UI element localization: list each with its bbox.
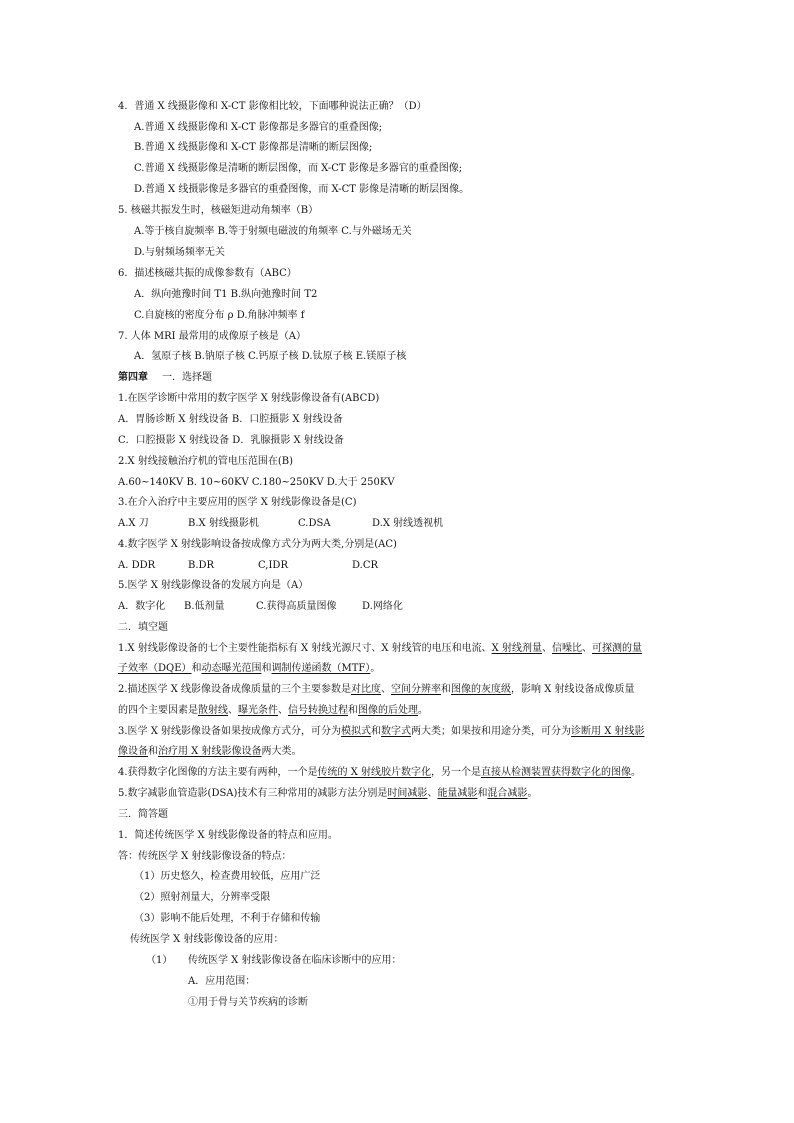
answer-blank: 模拟式: [341, 726, 372, 737]
fill-5-line: [118, 787, 537, 801]
c3-option-c: C.DSA: [298, 518, 331, 529]
essay-point-2: （2）照射剂量大，分辨率受限: [134, 892, 271, 903]
c1-stem: 1.在医学诊断中常用的数字医学 X 射线影像设备有(ABCD): [118, 393, 380, 404]
essay-answer-intro: 答：传统医学 X 射线影像设备的特点：: [118, 851, 292, 862]
c1-options-line2: C．口腔摄影 X 射线设备 D．乳腺摄影 X 射线设备: [118, 435, 344, 446]
text-segment: 、: [371, 643, 382, 654]
text-segment: 和: [477, 788, 488, 799]
essay-q1: 1．简述传统医学 X 射线影像设备的特点和应用。: [118, 830, 338, 841]
answer-blank: 图像的灰度级: [451, 684, 512, 695]
fill-3-line1: [118, 725, 645, 739]
text-segment: ，另一个是: [431, 767, 482, 778]
text-segment: 3.医学 X 射线影像设备如果按成像方式分，可分为: [118, 726, 342, 737]
text-segment: 和: [371, 726, 382, 737]
q6-stem: 6．描述核磁共振的成像参数有（ABC）: [118, 268, 297, 279]
answer-blank: 诊断用 X 射线影: [571, 726, 645, 737]
q5-options-line1: A.等于核自旋频率 B.等于射频电磁波的角频率 C.与外磁场无关: [134, 226, 412, 237]
text-segment: 的四个主要因素是: [118, 705, 198, 716]
fill-3-line2: [118, 745, 301, 759]
essay-point-1: （1）历史悠久，检查费用较低，应用广泛: [134, 871, 321, 882]
text-segment: 和: [441, 684, 452, 695]
c4-option-d: D.CR: [352, 560, 379, 571]
answer-blank: 时间减影: [387, 788, 428, 799]
answer-blank: 像设备: [118, 746, 148, 757]
c3-option-d: D.X 射线透视机: [372, 518, 444, 529]
q5-options-line2: D.与射频场频率无关: [134, 247, 225, 258]
text-segment: 、: [381, 684, 392, 695]
c4-option-c: C,IDR: [258, 560, 288, 571]
c4-option-a: A. DDR: [118, 560, 156, 571]
q4-option-b: B.普通 X 线摄影像和 X-CT 影像都是清晰的断层图像;: [134, 142, 373, 153]
answer-blank: 子效率（DQE）: [118, 663, 192, 674]
chapter-heading: [118, 371, 212, 385]
text-segment: ，影响 X 射线设备成像质量: [511, 684, 635, 695]
c4-option-b: B.DR: [188, 560, 215, 571]
answer-blank: 曝光条件: [238, 705, 278, 716]
essay-application-range: A．应用范围：: [188, 976, 256, 987]
text-segment: 1.X 射线影像设备的七个主要性能指标有: [118, 643, 302, 654]
text-segment: 、: [278, 705, 288, 716]
c5-option-b: B.低剂量: [184, 601, 225, 612]
text-segment: 和: [261, 663, 272, 674]
text-segment: 和: [348, 705, 358, 716]
c3-option-a: A.X 刀: [118, 518, 149, 529]
text-segment: 。: [370, 663, 381, 674]
fill-1-line2: [118, 662, 380, 676]
text-segment: 两大类。: [261, 746, 302, 757]
text-segment: 、: [541, 643, 552, 654]
q4-option-d: D.普通 X 线摄影像是多器官的重叠图像，而 X-CT 影像是清晰的断层图像。: [134, 184, 470, 195]
q4-option-a: A.普通 X 线摄影像和 X-CT 影像都是多器官的重叠图像;: [134, 122, 383, 133]
text-segment: 4.获得数字化图像的方法主要有两种，一个是: [118, 767, 318, 778]
answer-blank: 图像的后处理: [358, 705, 418, 716]
c3-option-b: B.X 射线摄影机: [188, 518, 259, 529]
c5-option-d: D.网络化: [362, 601, 403, 612]
answer-blank: 信噪比: [551, 643, 582, 654]
essay-application-heading: 传统医学 X 射线影像设备的应用：: [130, 934, 284, 945]
q7-options-line1: A．氢原子核 B.钠原子核 C.钙原子核 D.钛原子核 E.镁原子核: [134, 351, 407, 362]
section-title-fill: 二．填空题: [118, 622, 168, 633]
section-title-choice: 一．选择题: [162, 372, 212, 383]
answer-blank: 直接从检测装置获得数字化的图像: [481, 767, 632, 778]
c1-options-line1: A．胃肠诊断 X 射线设备 B．口腔摄影 X 射线设备: [118, 414, 343, 425]
fill-4-line: [118, 766, 641, 780]
text-segment: 和: [191, 663, 202, 674]
q6-options-line1: A．纵向弛豫时间 T1 B.纵向弛豫时间 T2: [134, 289, 318, 300]
text-segment: 、: [581, 643, 592, 654]
answer-blank: 治疗用 X 射线影像设备: [158, 746, 262, 757]
answer-blank: 对比度: [351, 684, 382, 695]
section-title-essay: 三．简答题: [118, 809, 168, 820]
c2-options-line1: A.60~140KV B. 10~60KV C.180~250KV D.大于 250KV: [118, 477, 395, 488]
c2-stem: 2.X 射线接触治疗机的管电压范围在(B): [118, 456, 293, 467]
answer-blank: 能量减影: [437, 788, 478, 799]
answer-blank: 可探测的量: [591, 643, 642, 654]
text-segment: 两大类；如果按和用途分类，可分为: [411, 726, 572, 737]
answer-blank: 传统的 X 射线胶片数字化: [317, 767, 432, 778]
text-segment: X 射线管的电压和电流: [381, 643, 482, 654]
essay-point-3: （3）影响不能后处理，不利于存储和传输: [134, 913, 321, 924]
text-segment: 、: [481, 643, 492, 654]
text-segment: X 射线光源尺寸: [301, 643, 372, 654]
q6-options-line2: C.自旋核的密度分布 ρ D.角脉冲频率 f: [134, 310, 305, 321]
essay-application-1-text: 传统医学 X 射线影像设备在临床诊断中的应用：: [188, 955, 402, 966]
c5-option-c: C.获得高质量图像: [256, 601, 337, 612]
q4-option-c: C.普通 X 线摄影像是清晰的断层图像，而 X-CT 影像是多器官的重叠图像;: [134, 163, 463, 174]
text-segment: 和: [148, 746, 158, 757]
answer-blank: X 射线剂量: [491, 643, 542, 654]
answer-blank: 混合减影: [487, 788, 528, 799]
fill-1-line1: [118, 642, 642, 656]
text-segment: 、: [427, 788, 438, 799]
text-segment: 5.数字减影血管造影(DSA)技术有三种常用的减影方法分别是: [118, 788, 388, 799]
q7-stem: 7. 人体 MRI 最常用的成像原子核是（A）: [118, 331, 307, 342]
c5-option-a: A．数字化: [118, 601, 166, 612]
answer-blank: 信号转换过程: [288, 705, 348, 716]
text-segment: 、: [228, 705, 238, 716]
c3-stem: 3.在介入治疗中主要应用的医学 X 射线影像设备是(C): [118, 497, 357, 508]
c4-stem: 4.数字医学 X 射线影响设备按成像方式分为两大类,分别是(AC): [118, 539, 397, 550]
answer-blank: 数字式: [381, 726, 412, 737]
answer-blank: 空间分辨率: [391, 684, 442, 695]
text-segment: 。: [527, 788, 538, 799]
essay-application-item-1: ①用于骨与关节疾病的诊断: [188, 997, 308, 1008]
text-segment: 。: [631, 767, 642, 778]
c5-stem: 5.医学 X 射线影像设备的发展方向是（A）: [118, 580, 309, 591]
q5-stem: 5. 核磁共振发生时，核磁矩进动角频率（B）: [118, 205, 319, 216]
text-segment: 。: [418, 705, 428, 716]
text-segment: 2.描述医学 X 线影像设备成像质量的三个主要参数是: [118, 684, 352, 695]
essay-application-1-number: （1）: [146, 955, 173, 966]
fill-2-line1: [118, 683, 635, 697]
answer-blank: 散射线: [198, 705, 228, 716]
answer-blank: 调制传递函数（MTF）: [271, 663, 371, 674]
fill-2-line2: [118, 704, 428, 718]
answer-blank: 动态曝光范围: [201, 663, 262, 674]
q4-stem: 4．普通 X 线摄影像和 X-CT 影像相比较，下面哪种说法正确？（D）: [118, 101, 427, 112]
chapter-title: 第四章: [118, 372, 148, 383]
